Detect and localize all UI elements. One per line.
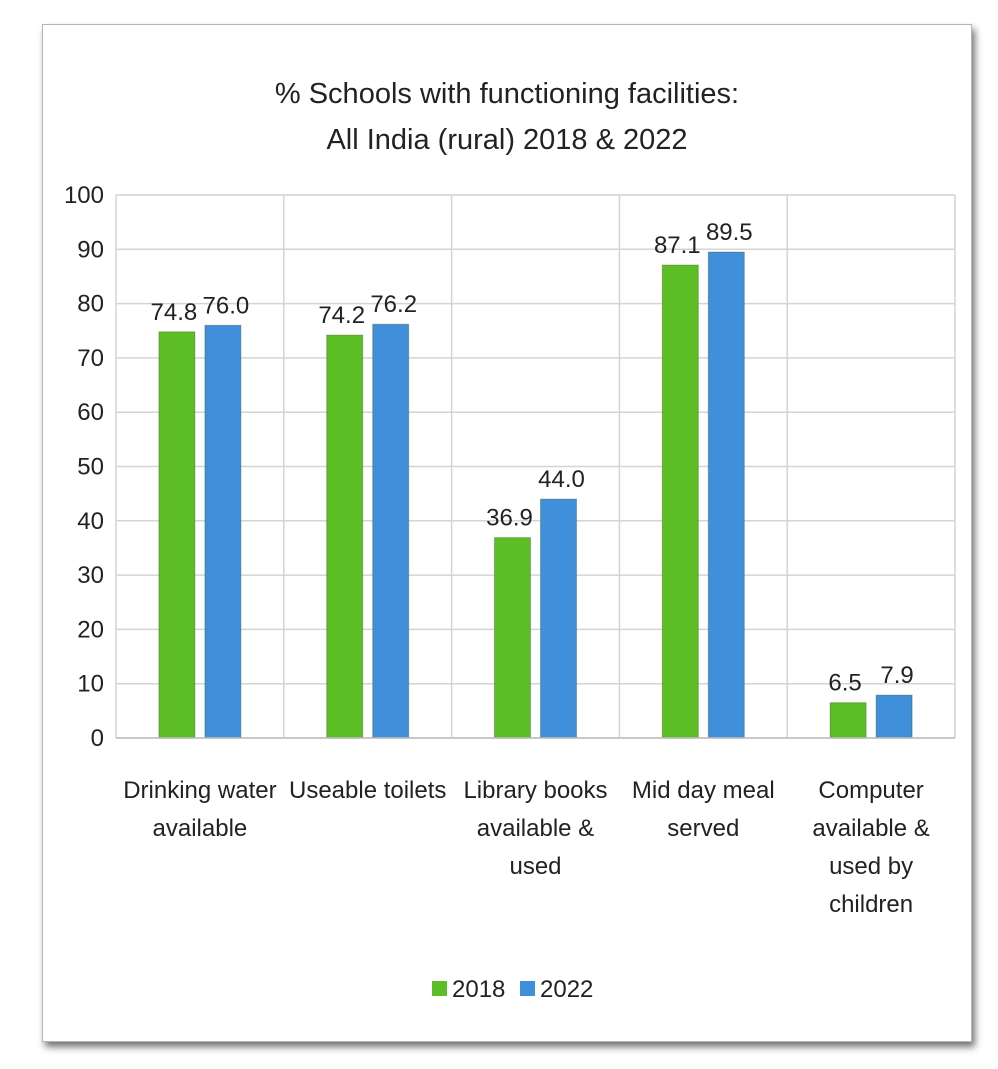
data-label-2022-2: 44.0 bbox=[538, 466, 585, 494]
legend-label-2022: 2022 bbox=[540, 976, 594, 1003]
bar-2018-0 bbox=[159, 332, 195, 738]
legend-swatch-2022 bbox=[520, 981, 535, 996]
bar-2022-0 bbox=[205, 325, 241, 738]
category-label-2-line-0: Library books bbox=[463, 777, 608, 804]
category-label-3-line-0: Mid day meal bbox=[631, 777, 775, 804]
chart-title-line-1: % Schools with functioning facilities: bbox=[274, 78, 740, 110]
chart-title-line-2: All India (rural) 2018 & 2022 bbox=[326, 124, 688, 156]
data-label-2022-1: 76.2 bbox=[370, 291, 418, 319]
y-tick-label-0: 0 bbox=[90, 725, 104, 752]
category-label-0-line-0: Drinking water bbox=[123, 777, 277, 804]
bar-2018-3 bbox=[662, 265, 698, 738]
data-label-2018-0: 74.8 bbox=[150, 298, 198, 326]
bar-2022-1 bbox=[373, 324, 409, 738]
category-label-4-line-1: available & bbox=[812, 815, 930, 842]
bar-2022-3 bbox=[708, 252, 744, 738]
legend-label-2018: 2018 bbox=[452, 976, 506, 1003]
y-tick-label-20: 20 bbox=[77, 616, 104, 644]
y-tick-label-80: 80 bbox=[77, 290, 104, 318]
bar-2018-4 bbox=[830, 703, 866, 738]
data-label-2018-1: 74.2 bbox=[318, 302, 366, 330]
y-tick-label-70: 70 bbox=[77, 344, 104, 372]
y-tick-label-100: 100 bbox=[63, 182, 104, 209]
data-label-2018-2: 36.9 bbox=[486, 504, 533, 532]
y-tick-label-10: 10 bbox=[77, 670, 104, 698]
category-label-3-line-1: served bbox=[667, 815, 740, 842]
data-label-2022-3: 89.5 bbox=[705, 219, 753, 247]
bar-2018-2 bbox=[495, 538, 531, 738]
category-label-1-line-0: Useable toilets bbox=[288, 777, 447, 804]
y-tick-label-60: 60 bbox=[77, 399, 104, 427]
bar-2018-1 bbox=[327, 335, 363, 738]
data-label-2022-0: 76.0 bbox=[202, 292, 250, 320]
category-label-2-line-1: available & bbox=[476, 815, 595, 842]
data-label-2018-3: 87.1 bbox=[653, 232, 701, 260]
y-tick-label-40: 40 bbox=[77, 507, 104, 535]
data-label-2018-4: 6.5 bbox=[828, 669, 862, 697]
category-label-4-line-3: children bbox=[829, 891, 914, 918]
data-label-2022-4: 7.9 bbox=[880, 662, 914, 690]
category-label-0-line-1: available bbox=[152, 815, 248, 842]
bar-2022-4 bbox=[876, 695, 912, 738]
category-label-2-line-2: used bbox=[509, 853, 562, 880]
y-tick-label-30: 30 bbox=[77, 562, 104, 590]
y-tick-label-50: 50 bbox=[77, 453, 104, 481]
category-label-4-line-2: used by bbox=[829, 853, 914, 880]
bar-2022-2 bbox=[541, 499, 577, 738]
category-label-4-line-0: Computer bbox=[818, 777, 924, 804]
y-tick-label-90: 90 bbox=[77, 236, 104, 264]
legend-swatch-2018 bbox=[432, 981, 447, 996]
